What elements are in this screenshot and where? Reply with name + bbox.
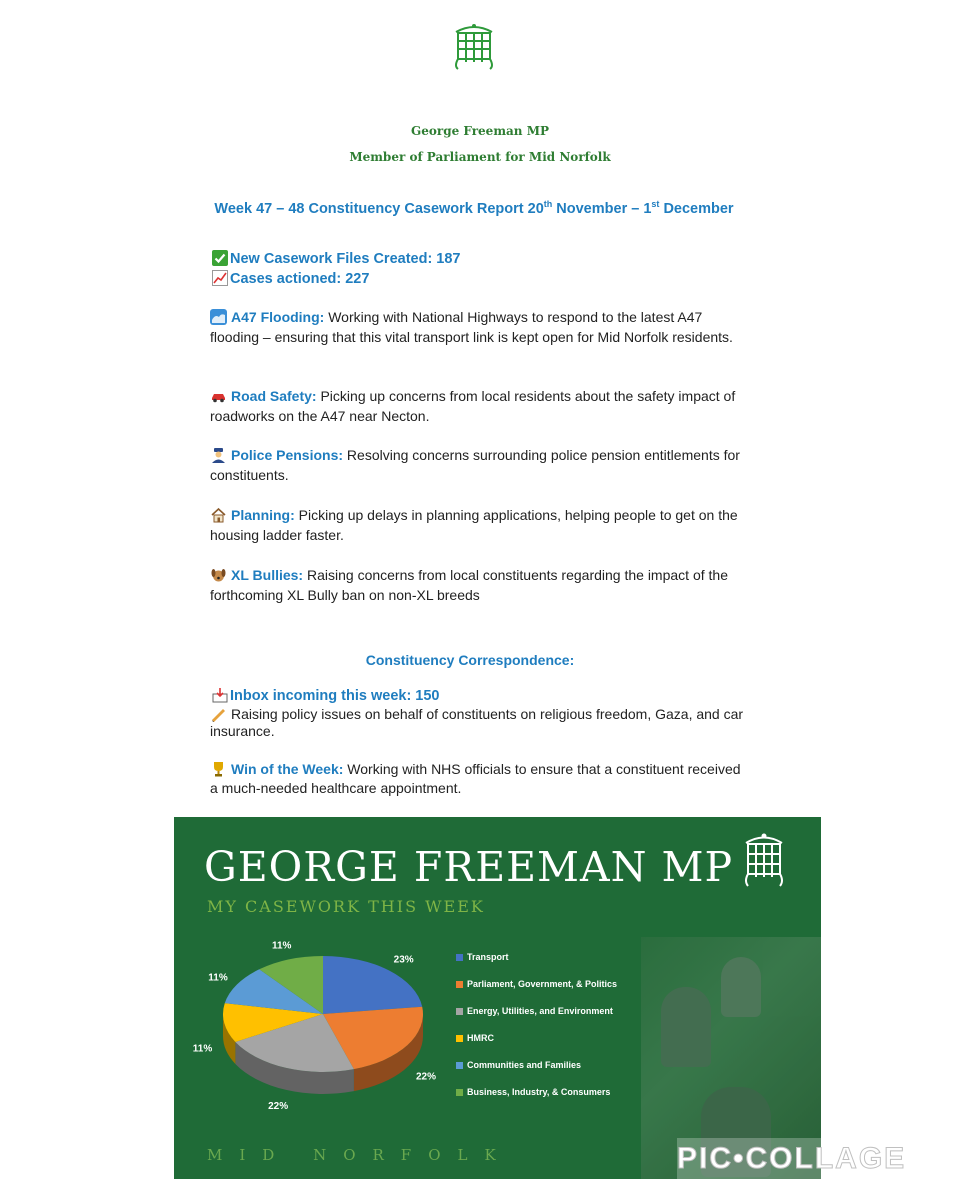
legend-swatch (456, 1035, 463, 1042)
portcullis-crest-icon (452, 20, 496, 70)
correspondence-heading: Constituency Correspondence: (365, 652, 575, 668)
house-icon (210, 507, 227, 523)
legend-item (456, 1007, 617, 1034)
casework-pie-chart (186, 929, 456, 1139)
panel-footer: MID NORFOLK (207, 1146, 513, 1164)
pic-collage-watermark: PIC•COLLAGE (677, 1138, 953, 1182)
legend-label: Business, Industry, & Consumers (467, 1087, 611, 1097)
legend-swatch (456, 954, 463, 961)
inbox-tray-icon (212, 687, 228, 703)
mp-name: George Freeman MP (411, 124, 549, 138)
legend-label: Parliament, Government, & Politics (467, 979, 618, 989)
legend-label: Transport (467, 952, 509, 962)
policy-issues: Raising policy issues on behalf of constituents on religious freedom, Gaza, and car insurance. (210, 706, 744, 739)
legend-item (456, 1061, 617, 1088)
pie-data-label: 11% (271, 940, 292, 952)
pie-data-label: 22% (416, 1071, 437, 1083)
legend-label: Communities and Families (467, 1060, 582, 1070)
chart-legend (456, 953, 617, 1115)
legend-swatch (456, 1089, 463, 1096)
legend-swatch (456, 1008, 463, 1015)
pie-data-label: 11% (192, 1043, 213, 1055)
wave-icon (210, 309, 227, 325)
legend-item (456, 1034, 617, 1061)
legend-item (456, 980, 617, 1007)
portcullis-crest-icon (742, 829, 786, 887)
legend-item (456, 953, 617, 980)
item-road-safety: Road Safety: Picking up concerns from local residents about the safety impact of roadworks on the A47 near Necton. (210, 388, 736, 424)
panel-subtitle: MY CASEWORK THIS WEEK (207, 897, 485, 916)
item-xl-bullies: XL Bullies: Raising concerns from local constituents regarding the impact of the forthcoming XL Bully ban on non-XL breeds (210, 567, 728, 603)
legend-label: Energy, Utilities, and Environment (467, 1006, 613, 1016)
mp-role: Member of Parliament for Mid Norfolk (349, 150, 611, 164)
pie-data-label: 11% (208, 972, 228, 984)
report-title: Week 47 – 48 Constituency Casework Report 20th November – 1st December (214, 199, 734, 217)
police-officer-icon (210, 447, 227, 463)
inbox-stat: Inbox incoming this week: 150 (212, 686, 440, 706)
legend-label: HMRC (467, 1033, 494, 1043)
new-files-stat: New Casework Files Created: 187 (212, 249, 461, 269)
pie-data-label: 22% (268, 1100, 289, 1112)
legend-swatch (456, 1062, 463, 1069)
item-a47-flooding: A47 Flooding: Working with National Highways to respond to the latest A47 flooding – ensuring that this vital transport link is kept open for Mid Norfolk residents. (210, 309, 733, 345)
chart-increasing-icon (212, 270, 228, 286)
item-police-pensions: Police Pensions: Resolving concerns surrounding police pension entitlements for constituents. (210, 447, 740, 483)
actioned-stat: Cases actioned: 227 (212, 269, 369, 289)
check-mark-icon (212, 250, 228, 266)
panel-title: GEORGE FREEMAN MP (204, 843, 734, 891)
trophy-icon (210, 761, 227, 777)
win-of-the-week: Win of the Week: Working with NHS officials to ensure that a constituent received a much-needed healthcare appointment. (210, 761, 741, 796)
legend-item (456, 1088, 617, 1115)
writing-hand-icon (210, 706, 227, 722)
casework-panel (174, 817, 821, 1179)
dog-icon (210, 567, 227, 583)
legend-swatch (456, 981, 463, 988)
pie-data-label: 23% (393, 954, 414, 966)
car-icon (210, 388, 227, 404)
item-planning: Planning: Picking up delays in planning applications, helping people to get on the housing ladder faster. (210, 507, 738, 543)
